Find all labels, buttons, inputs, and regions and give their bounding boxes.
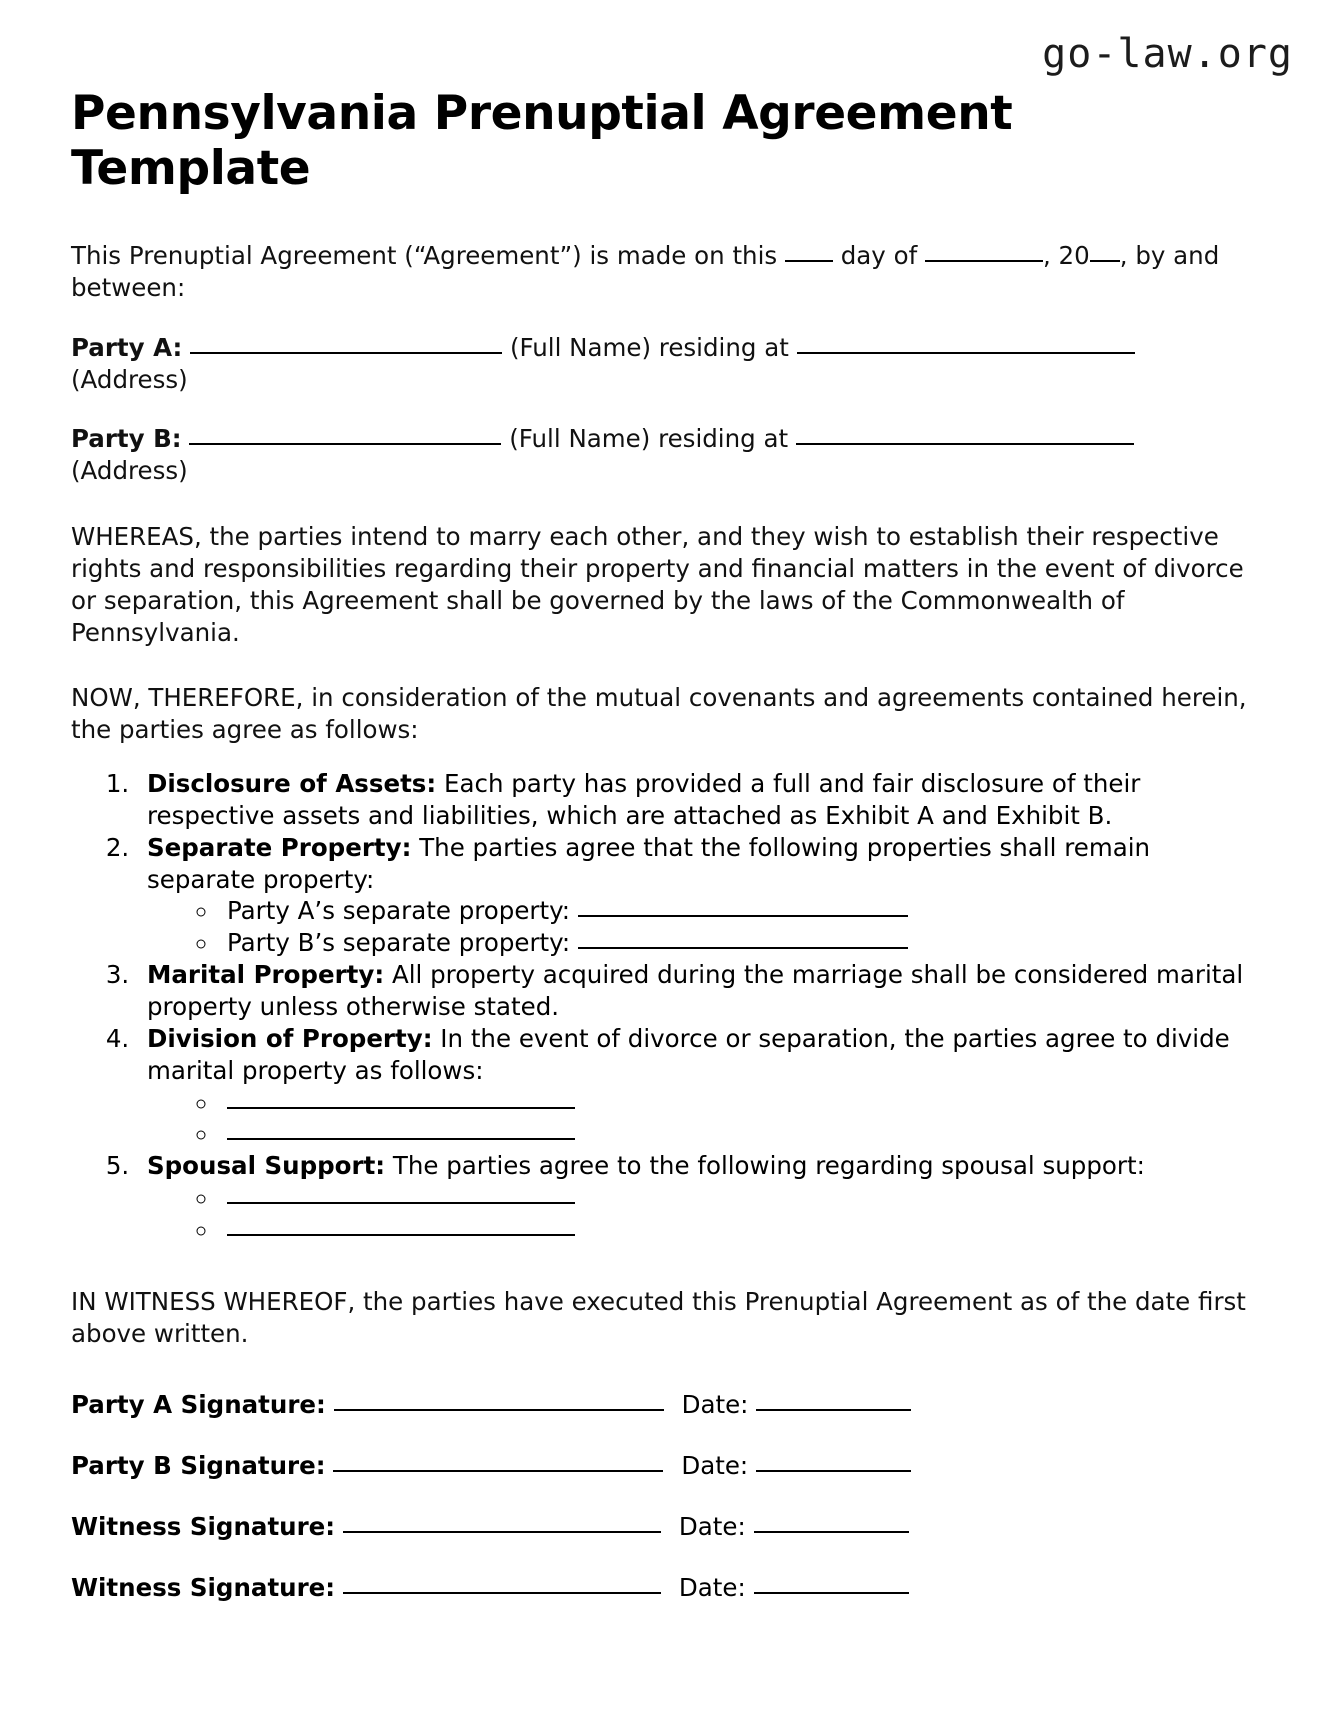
witness-2-signature-row (71, 1572, 1263, 1604)
party-b-separate-property-blank[interactable] (578, 947, 908, 949)
party-a-mid-text: (Full Name) residing at (509, 332, 789, 362)
intro-text-part1: This Prenuptial Agreement (“Agreement”) is made on this (71, 240, 785, 270)
party-a-separate-property-blank[interactable] (578, 915, 908, 917)
intro-text-part2: day of (832, 240, 925, 270)
sub-item-text: Party A’s separate property: (227, 896, 578, 926)
clause-item (137, 1150, 1263, 1246)
clause-text: In the event of divorce or separation, the parties agree to divide marital property as follows: (147, 1023, 1230, 1085)
witness-1-signature-label: Witness Signature: (71, 1512, 336, 1542)
clause-text: The parties agree that the following properties shall remain separate property: (147, 832, 1151, 894)
witness-2-date-blank[interactable] (754, 1592, 909, 1594)
page-title: Pennsylvania Prenuptial Agreement Template (71, 86, 1013, 196)
party-a-signature-blank[interactable] (334, 1409, 664, 1411)
party-a-signature-label: Party A Signature: (71, 1390, 326, 1420)
clause-item (137, 832, 1263, 959)
sub-item-text: Party B’s separate property: (227, 928, 578, 958)
clause-sub-list (147, 1182, 1263, 1246)
witness-2-signature-label: Witness Signature: (71, 1572, 336, 1602)
list-item (219, 1087, 1263, 1119)
intro-text-part4: , by and between: (71, 240, 1220, 302)
division-of-property-blank-1[interactable] (227, 1107, 575, 1109)
clause-item (137, 959, 1263, 1023)
day-blank[interactable] (785, 260, 833, 262)
intro-paragraph (71, 240, 1263, 304)
party-a-label: Party A: (71, 332, 183, 362)
clause-sub-list (147, 895, 1263, 959)
party-b-signature-row (71, 1450, 1263, 1482)
party-b-signature-label: Party B Signature: (71, 1451, 326, 1481)
party-b-date-blank[interactable] (756, 1470, 911, 1472)
witness-1-signature-row (71, 1511, 1263, 1543)
party-a-date-label: Date: (681, 1390, 749, 1420)
site-logo: go-law.org (1042, 31, 1293, 77)
party-b-label: Party B: (71, 424, 182, 454)
intro-text-part3: , 20 (1042, 240, 1090, 270)
clause-heading: Division of Property: (147, 1023, 433, 1053)
witness-whereof-paragraph: IN WITNESS WHEREOF, the parties have executed this Prenuptial Agreement as of the date first above written. (71, 1286, 1246, 1348)
whereas-paragraph: WHEREAS, the parties intend to marry each other, and they wish to establish their respective rights and responsibilities regarding their property and financial matters in the event of divorce or separation, this Agreement shall be governed by the laws of the Commonwealth of Pennsylvania. (71, 522, 1244, 647)
clause-text: The parties agree to the following regarding spousal support: (385, 1151, 1145, 1181)
clause-heading: Spousal Support: (147, 1151, 386, 1181)
clauses-list (71, 768, 1263, 1246)
clause-item (137, 768, 1263, 832)
witness-2-signature-blank[interactable] (343, 1592, 661, 1594)
spousal-support-blank-1[interactable] (227, 1202, 575, 1204)
witness-1-signature-blank[interactable] (343, 1531, 661, 1533)
clause-text: Each party has provided a full and fair disclosure of their respective assets and liabilities, which are attached as Exhibit A and Exhibit B. (147, 769, 1141, 830)
party-a-name-blank[interactable] (190, 352, 502, 354)
spousal-support-blank-2[interactable] (227, 1234, 575, 1236)
list-item (219, 1214, 1263, 1246)
clause-text: All property acquired during the marriage shall be considered marital property unless otherwise stated. (147, 960, 1244, 1021)
party-b-address-blank[interactable] (796, 443, 1134, 445)
witness-2-date-label: Date: (678, 1572, 746, 1602)
clause-heading: Marital Property: (147, 960, 385, 990)
party-a-signature-row (71, 1389, 1263, 1421)
list-item (219, 1182, 1263, 1214)
month-blank[interactable] (925, 260, 1043, 262)
clause-item (137, 1023, 1263, 1150)
division-of-property-blank-2[interactable] (227, 1138, 575, 1140)
party-b-address-label: (Address) (71, 456, 188, 486)
document-body (71, 86, 1263, 1604)
clause-sub-list (147, 1087, 1263, 1151)
party-b-line (71, 423, 1263, 487)
list-item (219, 927, 1263, 959)
list-item (219, 1118, 1263, 1150)
year-blank[interactable] (1090, 260, 1120, 262)
party-a-address-label: (Address) (71, 364, 188, 394)
party-a-address-blank[interactable] (797, 352, 1135, 354)
witness-1-date-label: Date: (678, 1512, 746, 1542)
party-b-signature-blank[interactable] (333, 1470, 663, 1472)
list-item (219, 895, 1263, 927)
now-therefore-paragraph: NOW, THEREFORE, in consideration of the mutual covenants and agreements contained herein, the parties agree as follows: (71, 683, 1247, 745)
party-a-date-blank[interactable] (756, 1409, 911, 1411)
party-b-mid-text: (Full Name) residing at (509, 424, 789, 454)
witness-1-date-blank[interactable] (754, 1531, 909, 1533)
party-b-date-label: Date: (681, 1451, 749, 1481)
clause-heading: Separate Property: (147, 832, 412, 862)
party-a-line (71, 332, 1263, 396)
party-b-name-blank[interactable] (189, 443, 501, 445)
clause-heading: Disclosure of Assets: (147, 769, 437, 799)
